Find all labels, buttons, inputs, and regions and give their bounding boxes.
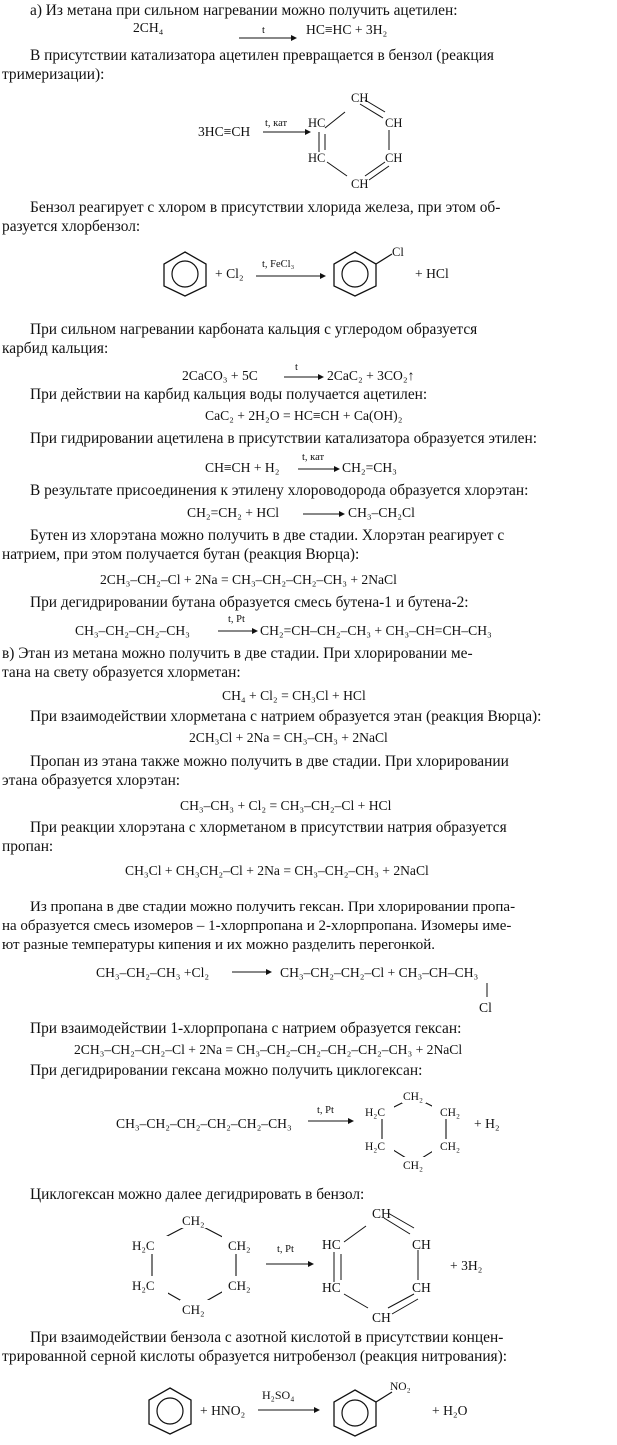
reaction-arrow [284, 373, 324, 381]
arrow-condition: t, Pt [228, 614, 245, 625]
text-line: трированной серной кислоты образуется нитробензол (реакция нитрования): [2, 1348, 508, 1365]
equation-right: + H₂ [474, 1116, 500, 1131]
paragraph [2, 198, 614, 236]
paragraph [2, 898, 614, 955]
cyclohexane-structure [128, 1208, 268, 1326]
text-line: разуется хлорбензол: [2, 218, 141, 235]
benzene-ring [160, 250, 210, 298]
text-line: а) Из метана при сильном нагревании можно получить ацетилен: [30, 2, 458, 19]
h2c-label: H₂C [365, 1141, 385, 1153]
reaction-arrow [266, 1260, 314, 1268]
arrow-condition: H₂SO₄ [262, 1388, 295, 1402]
text-line: Бутен из хлорэтана можно получить в две стадии. Хлорэтан реагирует с [30, 527, 505, 544]
arrow-condition: t, кат [302, 452, 325, 463]
equation-right: CH₂=CH₃ [342, 460, 397, 475]
text-line: При сильном нагревании карбоната кальция с углеродом образуется [30, 321, 478, 338]
chlorine-substituent: Cl [479, 1000, 492, 1015]
text-line: натрием, при этом получается бутан (реакция Вюрца): [2, 546, 360, 563]
benzene-ring [145, 1386, 195, 1436]
ch-label: CH [385, 116, 403, 130]
ch-label: CH [372, 1206, 391, 1221]
ch2-label: CH₂ [403, 1091, 423, 1103]
text-line: тана на свету образуется хлорметан: [2, 664, 241, 681]
text-line: этана образуется хлорэтан: [2, 772, 181, 789]
equation: CaC₂ + 2H₂O = HC≡CH + Ca(OH)₂ [205, 408, 403, 423]
ch-label: CH [351, 177, 369, 191]
equation-right: + HCl [415, 266, 449, 281]
reaction-arrow [263, 128, 311, 136]
equation: CH₄ + Cl₂ = CH₃Cl + HCl [222, 688, 366, 703]
h2c-label: H₂C [132, 1238, 155, 1253]
reaction-arrow [218, 627, 258, 635]
equation-right: CH₂=CH–CH₂–CH₃ + CH₃–CH=CH–CH₃ [260, 623, 492, 638]
equation-right: 2CaC₂ + 3CO₂↑ [327, 368, 415, 383]
text-line: При гидрировании ацетилена в присутствии катализатора образуется этилен: [30, 430, 537, 447]
nitrobenzene-structure [330, 1376, 420, 1440]
arrow-condition: t [295, 362, 298, 373]
equation: CH₃–CH₃ + Cl₂ = CH₃–CH₂–Cl + HCl [180, 798, 392, 813]
chlorine-label: Cl [392, 245, 404, 259]
equation: 2CH₃Cl + 2Na = CH₃–CH₃ + 2NaCl [189, 730, 388, 745]
equation-left: CH₂=CH₂ + HCl [187, 505, 280, 520]
text-line: Циклогексан можно далее дегидрировать в бензол: [30, 1186, 365, 1203]
hc-label: HC [308, 116, 326, 130]
equation-left: 3HC≡CH [198, 124, 251, 139]
text-line: При взаимодействии 1-хлорпропана с натрием образуется гексан: [30, 1020, 462, 1037]
reaction-arrow [308, 1117, 354, 1125]
text-line: При дегидрировании бутана образуется смесь бутена-1 и бутена-2: [30, 594, 469, 611]
text-line: При действии на карбид кальция воды получается ацетилен: [30, 386, 428, 403]
arrow-condition: t, кат [265, 118, 288, 129]
text-line: При взаимодействии хлорметана с натрием образуется этан (реакция Вюрца): [30, 708, 542, 725]
equation-left: 2CaCO₃ + 5C [182, 368, 258, 383]
h2c-label: H₂C [132, 1278, 155, 1293]
text-line: тримеризации): [2, 66, 105, 83]
ch2-label: CH₂ [403, 1160, 423, 1172]
equation-right: + 3H₂ [450, 1258, 483, 1273]
paragraph [2, 644, 614, 682]
equation: 2CH₃–CH₂–CH₂–Cl + 2Na = CH₃–CH₂–CH₂–CH₂–CH₂–CH₃ + 2NaCl [74, 1042, 463, 1057]
equation: CH₃Cl + CH₃CH₂–Cl + 2Na = CH₃–CH₂–CH₃ + 2NaCl [125, 863, 429, 878]
text-line: в) Этан из метана можно получить в две стадии. При хлорировании ме- [2, 645, 473, 662]
text-line: При взаимодействии бензола с азотной кислотой в присутствии концен- [30, 1329, 504, 1346]
hc-label: HC [308, 151, 326, 165]
benzene-structure [305, 90, 415, 195]
nitro-label: NO₂ [390, 1381, 411, 1393]
equation-plus: + HNO₂ [200, 1403, 246, 1418]
paragraph [2, 526, 614, 564]
paragraph [2, 818, 614, 856]
chlorobenzene-structure [330, 244, 410, 300]
paragraph [2, 752, 614, 790]
ch2-label: CH₂ [440, 1107, 460, 1119]
text-line: При дегидрировании гексана можно получить циклогексан: [30, 1062, 423, 1079]
reaction-arrow [303, 510, 345, 518]
text-line: В присутствии катализатора ацетилен превращается в бензол (реакция [30, 47, 494, 64]
equation-right: CH₃–CH₂–CH₂–Cl + CH₃–CH–CH₃ [280, 965, 479, 980]
equation-left: CH₃–CH₂–CH₂–CH₂–CH₂–CH₃ [116, 1116, 292, 1131]
equation-right: + H₂O [432, 1403, 468, 1418]
arrow-condition: t [262, 25, 265, 36]
text-line: на образуется смесь изомеров – 1-хлорпропана и 2-хлорпропана. Изомеры име- [2, 918, 512, 934]
ch2-label: CH₂ [182, 1302, 205, 1317]
equation-left: CH₃–CH₂–CH₂–CH₃ [75, 623, 190, 638]
ch-label: CH [412, 1280, 431, 1295]
text-line: При реакции хлорэтана с хлорметаном в присутствии натрия образуется [30, 819, 507, 836]
reaction-arrow [239, 34, 297, 42]
bond-line [485, 983, 489, 999]
arrow-condition: t, Pt [277, 1244, 294, 1255]
equation-right: CH₃–CH₂Cl [348, 505, 415, 520]
arrow-condition: t, Pt [317, 1105, 334, 1116]
paragraph [2, 320, 614, 358]
cyclohexane-structure [360, 1085, 472, 1175]
ch2-label: CH₂ [182, 1213, 205, 1228]
text-line: Бензол реагирует с хлором в присутствии хлорида железа, при этом об- [30, 199, 501, 216]
text-line: ют разные температуры кипения и их можно разделить перегонкой. [2, 937, 435, 953]
ch-label: CH [372, 1310, 391, 1325]
equation: 2CH₃–CH₂–Cl + 2Na = CH₃–CH₂–CH₂–CH₃ + 2NaCl [100, 572, 397, 587]
ch-label: CH [385, 151, 403, 165]
reaction-arrow [258, 1406, 320, 1414]
benzene-structure [320, 1204, 440, 1326]
reaction-arrow [232, 968, 272, 976]
text-line: Из пропана в две стадии можно получить гексан. При хлорировании пропа- [30, 899, 516, 915]
reaction-arrow [298, 465, 340, 473]
reaction-arrow [256, 272, 326, 280]
equation-left: CH₃–CH₂–CH₃ +Cl₂ [96, 965, 210, 980]
text-line: Пропан из этана также можно получить в две стадии. При хлорировании [30, 753, 509, 770]
ch2-label: CH₂ [440, 1141, 460, 1153]
paragraph [2, 1328, 614, 1366]
arrow-condition: t, FeCl₃ [262, 259, 295, 270]
ch-label: CH [412, 1237, 431, 1252]
hc-label: HC [322, 1280, 341, 1295]
equation-right: HC≡HC + 3H₂ [306, 22, 388, 37]
equation-left: 2CH₄ [133, 20, 164, 35]
equation-left: CH≡CH + H₂ [205, 460, 280, 475]
text-line: карбид кальция: [2, 340, 109, 357]
text-line: В результате присоединения к этилену хлороводорода образуется хлорэтан: [30, 482, 529, 499]
text-line: пропан: [2, 838, 54, 855]
paragraph [2, 46, 614, 84]
hc-label: HC [322, 1237, 341, 1252]
ch-label: CH [351, 91, 369, 105]
h2c-label: H₂C [365, 1107, 385, 1119]
equation-plus: + Cl₂ [215, 266, 244, 281]
ch2-label: CH₂ [228, 1238, 251, 1253]
ch2-label: CH₂ [228, 1278, 251, 1293]
